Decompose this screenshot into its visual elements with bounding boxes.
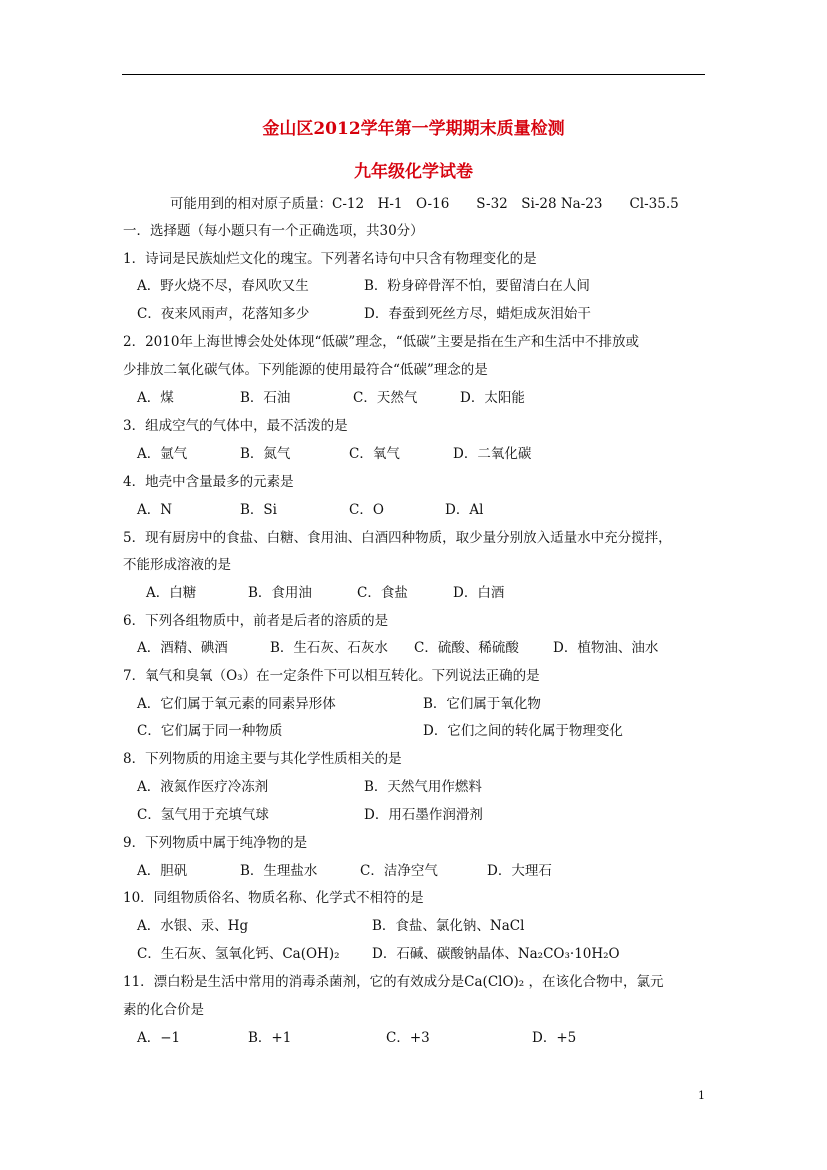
option: C．夜来风雨声，花落知多少 [137,306,310,322]
question-stem: 7．氧气和臭氧（O₃）在一定条件下可以相互转化。下列说法正确的是 [123,668,540,684]
option: B．食用油 [248,585,312,601]
option: B．生理盐水 [240,863,318,879]
option: A．煤 [137,390,174,406]
option: C．氧气 [349,446,400,462]
option: A．野火烧不尽，春风吹又生 [137,278,309,294]
option: D．植物油、油水 [553,640,659,656]
header-rule [122,74,705,75]
option: A．白糖 [146,585,197,601]
option: D．它们之间的转化属于物理变化 [423,723,623,739]
page-number: 1 [698,1089,705,1102]
option: C．天然气 [353,390,418,406]
option: C．氢气用于充填气球 [137,807,269,823]
option: C．生石灰、氢氧化钙、Ca(OH)₂ [137,946,340,962]
option: B．+1 [248,1030,292,1046]
option: A．液氮作医疗冷冻剂 [137,779,269,795]
option: D．+5 [532,1030,577,1046]
question-stem: 6．下列各组物质中，前者是后者的溶质的是 [123,613,389,629]
option: B．石油 [240,390,291,406]
question-stem: 11．漂白粉是生活中常用的消毒杀菌剂，它的有效成分是Ca(ClO)₂ ，在该化合物中，氯元 [123,974,664,990]
option: D．Al [445,502,484,518]
option: C．食盐 [357,585,408,601]
option: A．胆矾 [137,863,188,879]
option: C．硫酸、稀硫酸 [414,640,519,656]
option: B．天然气用作燃料 [364,779,482,795]
question-stem: 3．组成空气的气体中，最不活泼的是 [123,418,348,434]
question-stem: 不能形成溶液的是 [123,557,231,573]
option: B．它们属于氧化物 [423,696,541,712]
atomic-masses: 可能用到的相对原子质量：C-12 H-1 O-16 S-32 Si-28 Na-23 Cl-35.5 [170,196,679,212]
option: C．它们属于同一种物质 [137,723,283,739]
option: D．二氧化碳 [453,446,532,462]
option: A．它们属于氧元素的同素异形体 [137,696,336,712]
option: C．+3 [386,1030,430,1046]
question-stem: 少排放二氧化碳气体。下列能源的使用最符合“低碳”理念的是 [123,362,488,378]
exam-title: 金山区2012学年第一学期期末质量检测 [262,119,565,139]
section-heading: 一．选择题（每小题只有一个正确选项，共30分） [123,223,424,239]
question-stem: 5．现有厨房中的食盐、白糖、食用油、白酒四种物质，取少量分别放入适量水中充分搅拌， [123,530,672,546]
option: B．粉身碎骨浑不怕，要留清白在人间 [364,278,590,294]
option: A．N [137,502,173,518]
option: A．酒精、碘酒 [137,640,228,656]
question-stem: 9．下列物质中属于纯净物的是 [123,835,308,851]
question-stem: 10．同组物质俗名、物质名称、化学式不相符的是 [123,890,424,906]
question-stem: 8．下列物质的用途主要与其化学性质相关的是 [123,751,402,767]
option: D．大理石 [487,863,552,879]
option: D．太阳能 [460,390,525,406]
option: B．氮气 [240,446,291,462]
option: B．生石灰、石灰水 [270,640,388,656]
question-stem: 4．地壳中含量最多的元素是 [123,474,294,490]
option: C．O [349,502,384,518]
option: B．Si [240,502,277,518]
option: D．石碱、碳酸钠晶体、Na₂CO₃·10H₂O [372,946,620,962]
option: A．−1 [137,1030,181,1046]
question-stem: 2．2010年上海世博会处处体现“低碳”理念，“低碳”主要是指在生产和生活中不排放或 [123,334,640,350]
option: D．春蚕到死丝方尽，蜡炬成灰泪始干 [364,306,591,322]
option: B．食盐、氯化钠、NaCl [372,918,525,934]
option: D．白酒 [453,585,505,601]
option: A．水银、汞、Hg [137,918,249,934]
exam-subtitle: 九年级化学试卷 [354,162,473,182]
question-stem: 素的化合价是 [123,1002,204,1018]
option: D．用石墨作润滑剂 [364,807,483,823]
option: A．氩气 [137,446,188,462]
question-stem: 1．诗词是民族灿烂文化的瑰宝。下列著名诗句中只含有物理变化的是 [123,251,537,267]
option: C．洁净空气 [360,863,438,879]
